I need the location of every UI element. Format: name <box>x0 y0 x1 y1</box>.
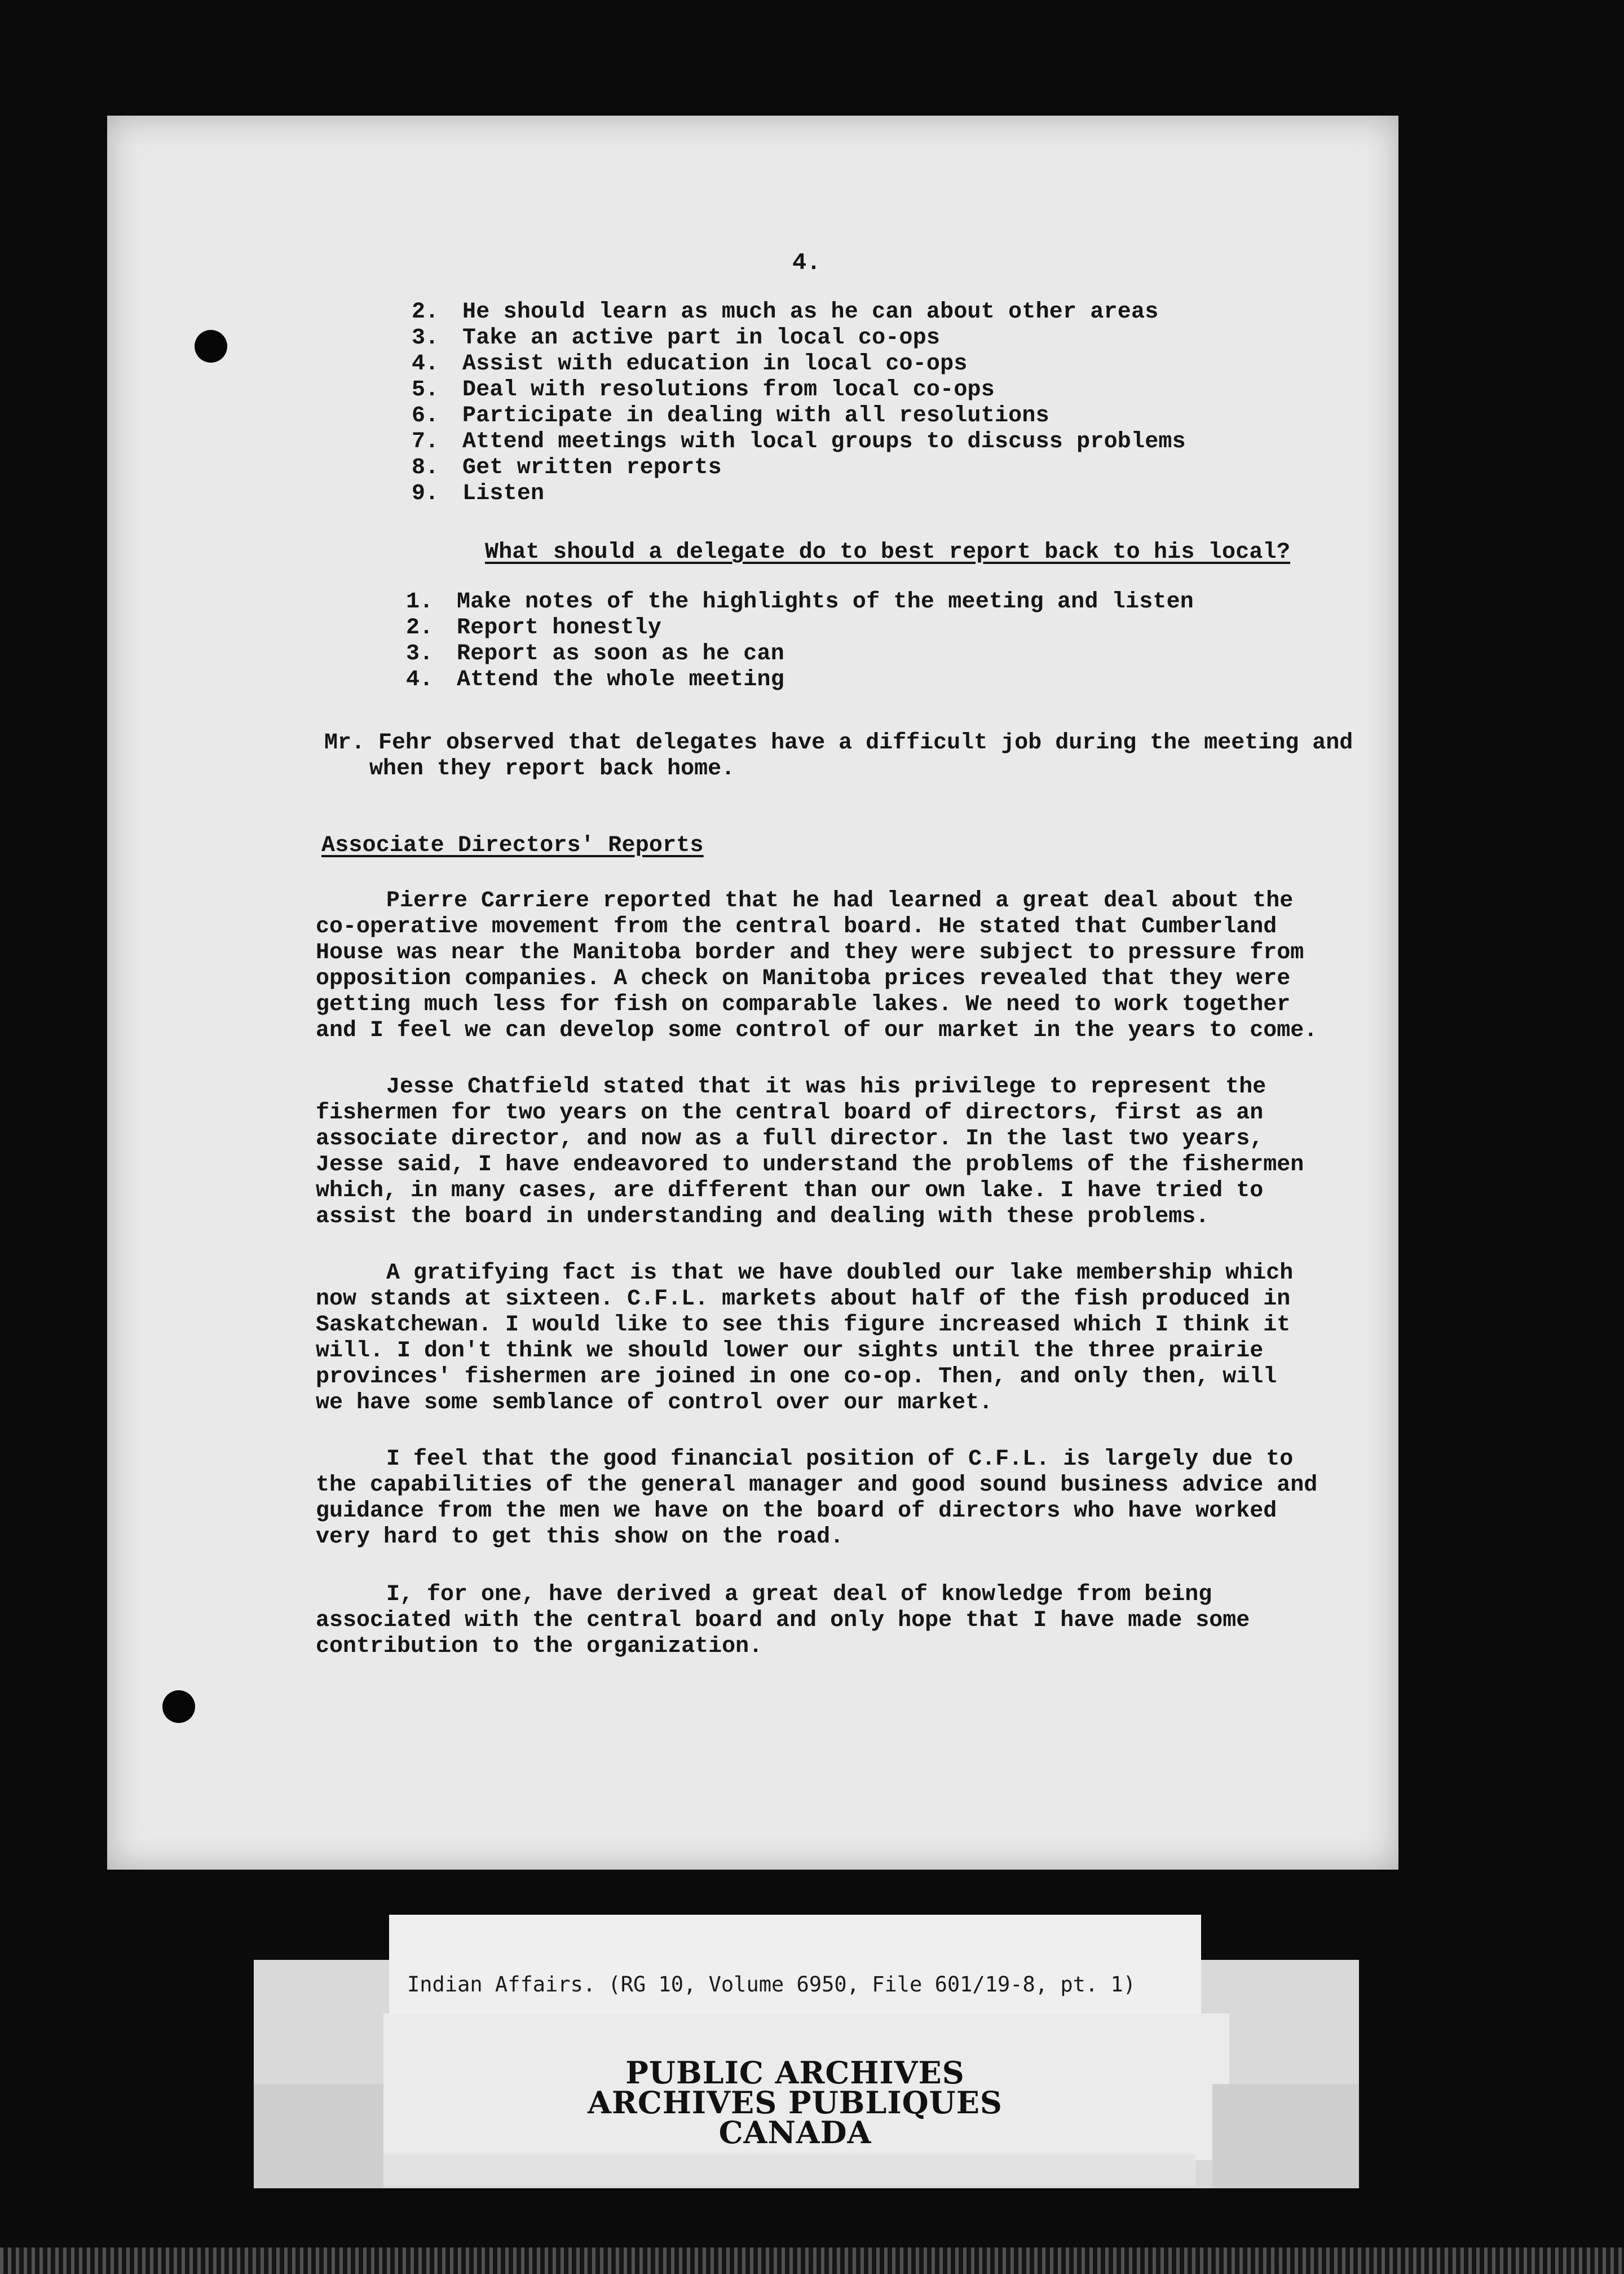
text-line: Saskatchewan. I would like to see this figure increased which I think it <box>316 1312 1291 1338</box>
text-line: the capabilities of the general manager and good sound business advice and <box>316 1473 1318 1498</box>
archive-stamp-line: PUBLIC ARCHIVES <box>625 2055 965 2091</box>
list-item-text: Report honestly <box>457 615 662 641</box>
list-item-number: 5. <box>412 377 439 403</box>
list-item-text: Participate in dealing with all resolutions <box>462 403 1049 429</box>
list-item-text: He should learn as much as he can about other areas <box>462 299 1159 325</box>
punch-hole-bottom <box>162 1690 195 1723</box>
list-item-number: 2. <box>406 615 434 641</box>
text-line: Mr. Fehr observed that delegates have a difficult job during the meeting and <box>324 730 1353 756</box>
text-line: associated with the central board and only hope that I have made some <box>316 1608 1250 1633</box>
paragraph-chatfield <box>316 1074 1376 1230</box>
list-item-number: 4. <box>406 667 434 693</box>
archive-stamp-line: CANADA <box>718 2114 872 2150</box>
text-line: I feel that the good financial position of C.F.L. is largely due to <box>386 1447 1294 1472</box>
card-bottom-strip <box>383 2154 1195 2185</box>
text-line: associate director, and now as a full director. In the last two years, <box>316 1126 1264 1152</box>
document-page <box>107 116 1398 1870</box>
text-line: we have some semblance of control over our market. <box>316 1390 993 1416</box>
list-item-text: Deal with resolutions from local co-ops <box>462 377 995 403</box>
list-item-number: 6. <box>412 403 439 429</box>
text-line: when they report back home. <box>369 756 735 782</box>
film-edge <box>0 2247 1624 2274</box>
paragraph-closing <box>316 1582 1376 1660</box>
text-line: A gratifying fact is that we have doubled our lake membership which <box>386 1261 1294 1286</box>
text-line: fishermen for two years on the central board of directors, first as an <box>316 1100 1264 1126</box>
list-item-text: Listen <box>462 481 545 506</box>
list-item-number: 3. <box>406 641 434 667</box>
list-item-number: 2. <box>412 299 439 325</box>
list-item-text: Take an active part in local co-ops <box>462 325 941 351</box>
list-item-number: 4. <box>412 351 439 377</box>
archive-stamp-line: ARCHIVES PUBLIQUES <box>588 2084 1003 2121</box>
text-line: very hard to get this show on the road. <box>316 1524 844 1550</box>
associate-directors-heading: Associate Directors' Reports <box>321 833 704 858</box>
text-line: will. I don't think we should lower our sights until the three prairie <box>316 1338 1264 1364</box>
list-item-text: Get written reports <box>462 455 722 481</box>
text-line: now stands at sixteen. C.F.L. markets about half of the fish produced in <box>316 1286 1291 1312</box>
text-line: guidance from the men we have on the board of directors who have worked <box>316 1499 1277 1524</box>
list-item-text: Make notes of the highlights of the meeting and listen <box>457 589 1194 615</box>
text-line: getting much less for fish on comparable lakes. We need to work together <box>316 992 1291 1017</box>
reference-label-card <box>389 1915 1201 2013</box>
page-number: 4. <box>792 249 821 276</box>
list-item-text: Attend meetings with local groups to discuss problems <box>462 429 1186 455</box>
text-line: House was near the Manitoba border and they were subject to pressure from <box>316 940 1304 966</box>
archive-reference-label: Indian Affairs. (RG 10, Volume 6950, File 601/19-8, pt. 1) <box>407 1972 1136 1997</box>
text-line: which, in many cases, are different than our own lake. I have tried to <box>316 1178 1264 1204</box>
text-line: opposition companies. A check on Manitoba prices revealed that they were <box>316 966 1291 991</box>
text-line: Jesse Chatfield stated that it was his privilege to represent the <box>386 1074 1266 1100</box>
list-item-text: Report as soon as he can <box>457 641 784 667</box>
text-line: contribution to the organization. <box>316 1634 763 1659</box>
list-item-number: 7. <box>412 429 439 455</box>
question-heading: What should a delegate do to best report back to his local? <box>485 540 1291 565</box>
text-line: provinces' fishermen are joined in one co-op. Then, and only then, will <box>316 1364 1277 1390</box>
text-line: assist the board in understanding and dealing with these problems. <box>316 1204 1210 1229</box>
paragraph-membership <box>316 1261 1376 1416</box>
paragraph-carriere <box>316 888 1376 1044</box>
text-line: co-operative movement from the central board. He stated that Cumberland <box>316 914 1277 940</box>
text-line: I, for one, have derived a great deal of knowledge from being <box>386 1582 1212 1607</box>
text-line: Jesse said, I have endeavored to understand the problems of the fishermen <box>316 1152 1304 1178</box>
text-line: Pierre Carriere reported that he had learned a great deal about the <box>386 888 1294 914</box>
list-item-number: 1. <box>406 589 434 615</box>
paragraph-financial <box>316 1447 1376 1550</box>
card-tab-left <box>254 2084 383 2188</box>
punch-hole-top <box>195 330 227 363</box>
card-tab-right <box>1212 2084 1359 2188</box>
list-item-number: 8. <box>412 455 439 481</box>
list-item-text: Attend the whole meeting <box>457 667 784 693</box>
list-item-number: 9. <box>412 481 439 506</box>
list-item-text: Assist with education in local co-ops <box>462 351 968 377</box>
list-item-number: 3. <box>412 325 439 351</box>
text-line: and I feel we can develop some control of our market in the years to come. <box>316 1018 1318 1043</box>
fehr-observation <box>324 730 1384 782</box>
